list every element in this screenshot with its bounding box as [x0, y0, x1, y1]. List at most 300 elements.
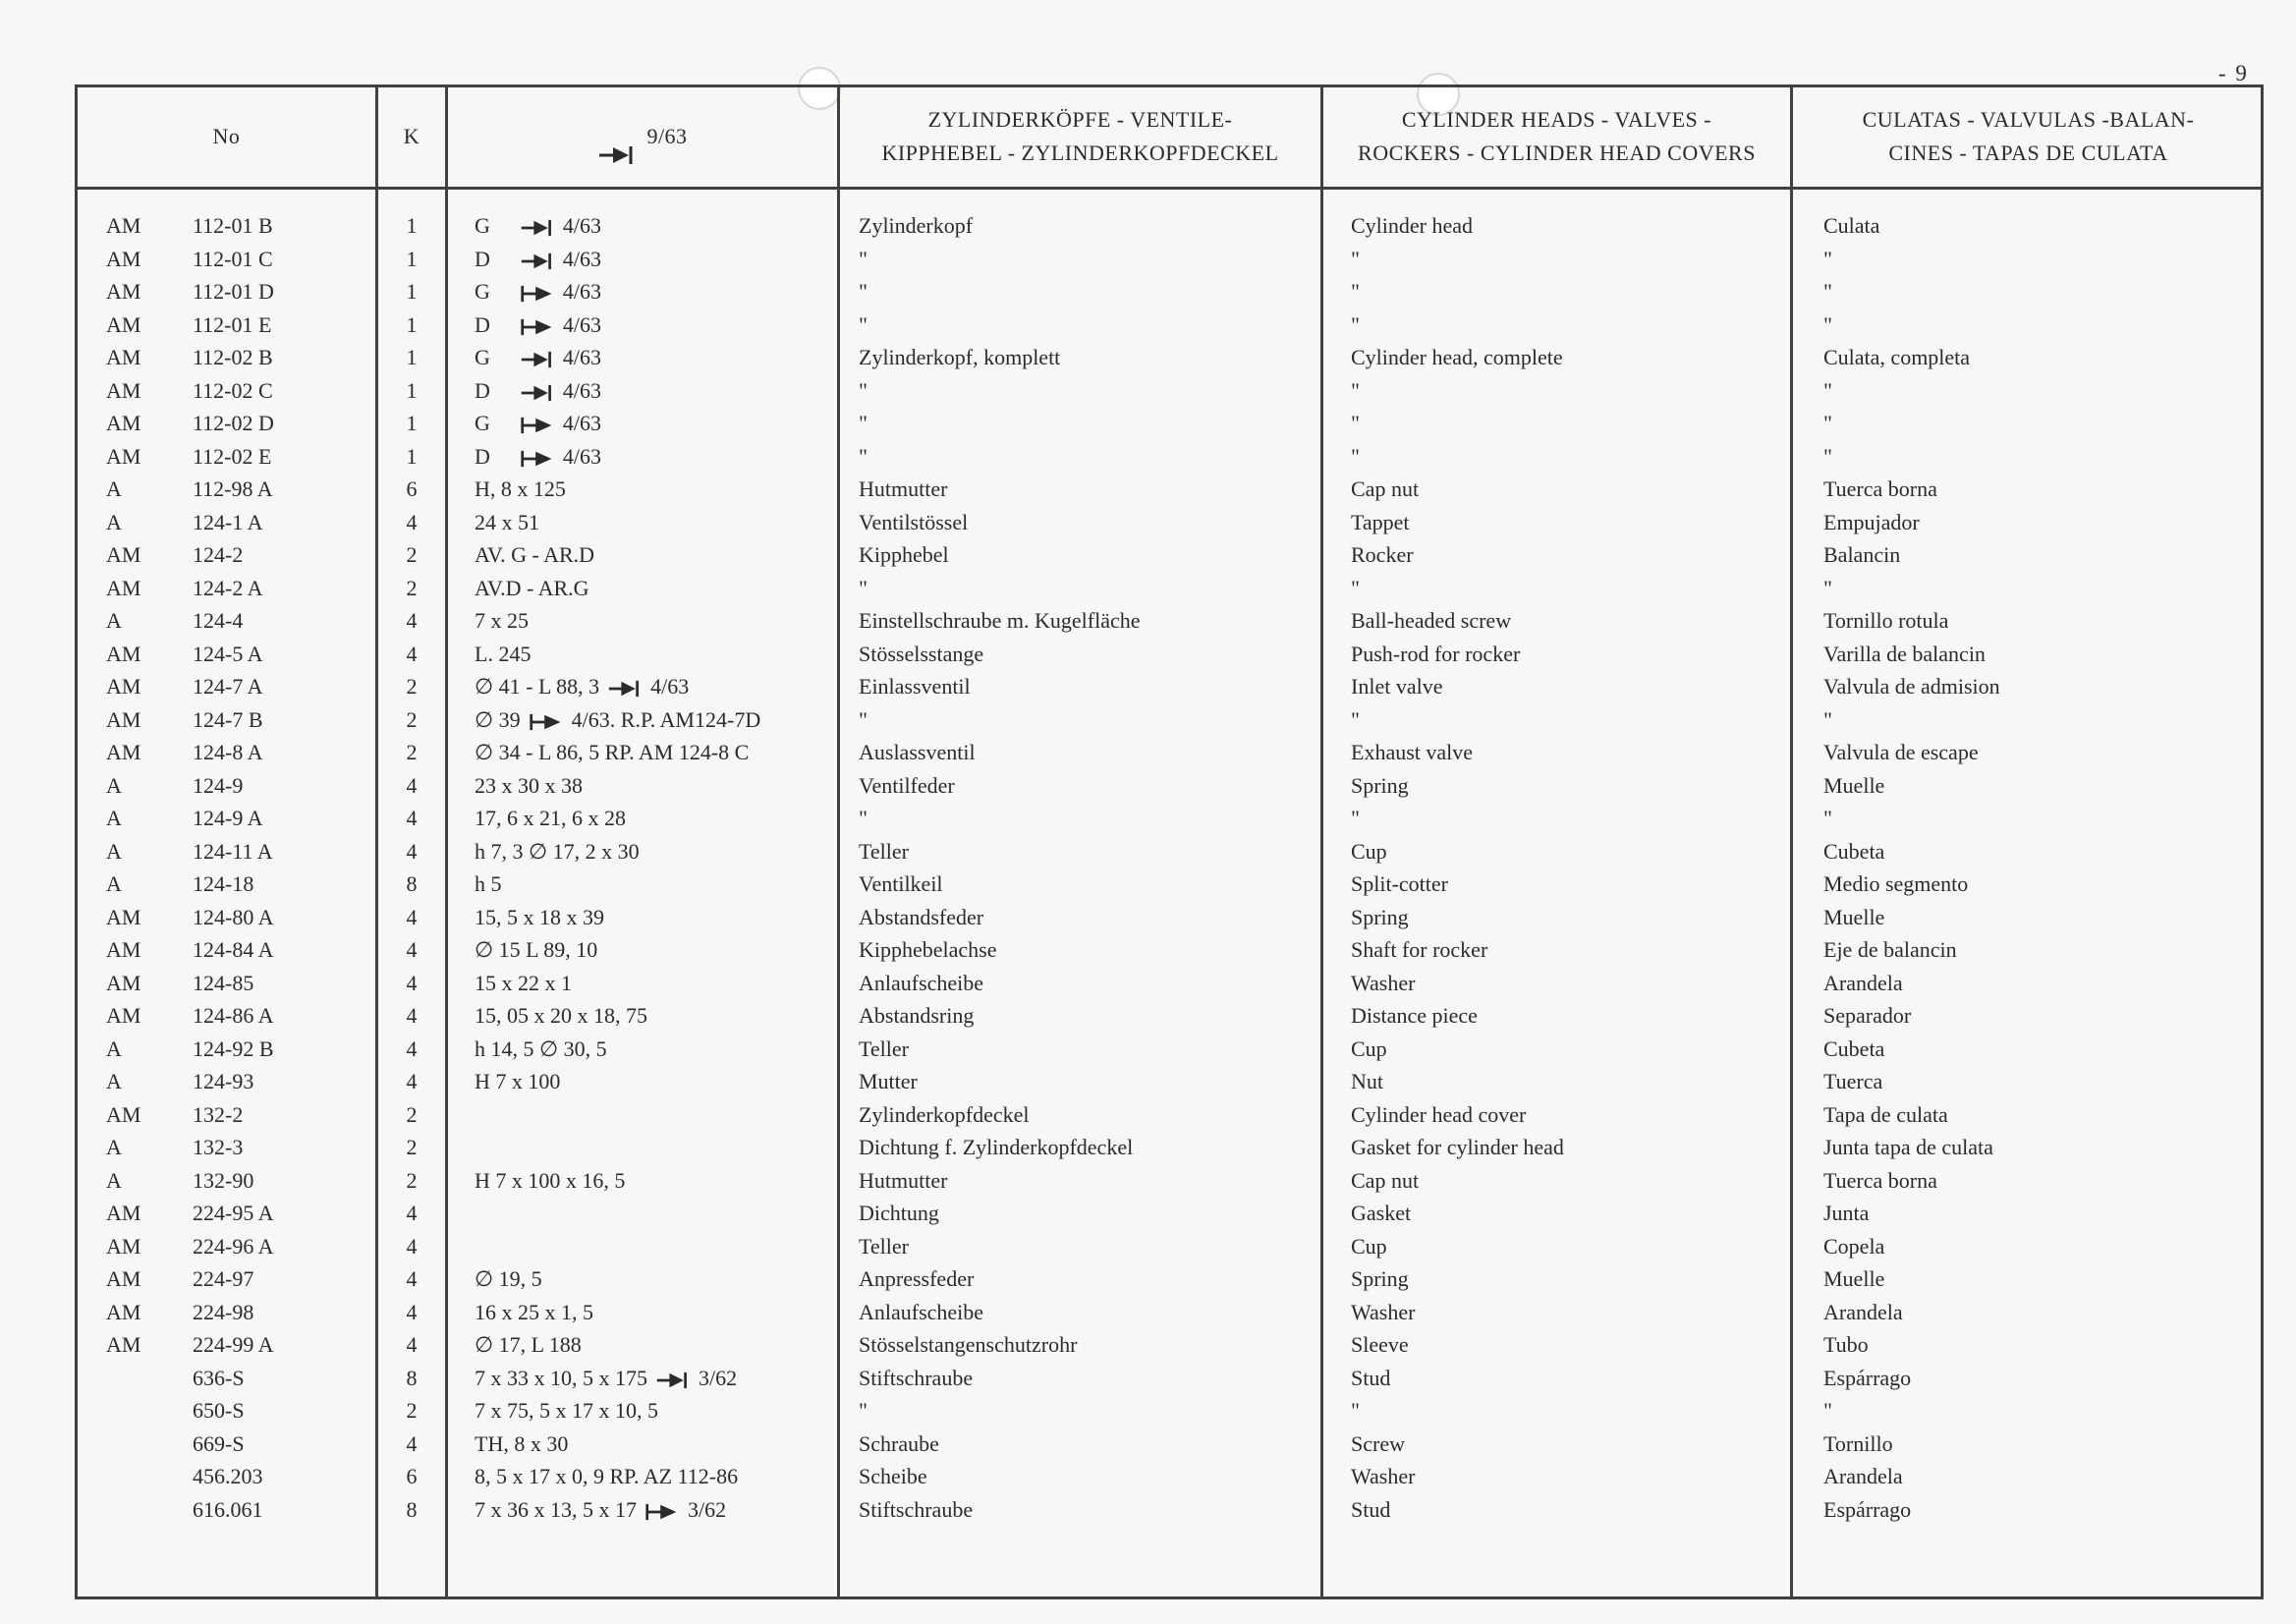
description-german: Ventilfeder — [859, 773, 955, 798]
description-spanish: Tapa de culata — [1823, 1102, 1948, 1127]
description-spanish: Valvula de escape — [1823, 740, 1979, 764]
arrow-from-icon — [520, 309, 555, 341]
description-spanish: Medio segmento — [1823, 871, 1969, 896]
quantity: 4 — [406, 971, 418, 995]
table-row — [0, 1494, 2296, 1526]
description-spanish: Espárrago — [1823, 1497, 1912, 1522]
description-spanish: Tuerca — [1823, 1069, 1883, 1093]
specification — [475, 309, 601, 341]
part-prefix: AM — [106, 905, 141, 929]
specification — [475, 704, 760, 736]
spec-text: D — [475, 312, 490, 337]
spec-text: 15, 05 x 20 x 18, 75 — [475, 1003, 647, 1028]
part-prefix: AM — [106, 740, 141, 764]
table-row — [0, 902, 2296, 933]
spec-text: D — [475, 444, 490, 469]
description-german: Hutmutter — [859, 476, 948, 501]
quantity: 1 — [406, 213, 418, 238]
description-german: Ventilkeil — [859, 871, 943, 896]
quantity: 1 — [406, 312, 418, 337]
spec-text: H 7 x 100 — [475, 1069, 561, 1093]
specification — [475, 902, 604, 933]
table-row — [0, 507, 2296, 538]
description-spanish: Separador — [1823, 1003, 1912, 1028]
description-spanish: " — [1823, 247, 1832, 271]
specification — [475, 1494, 726, 1526]
quantity: 4 — [406, 1069, 418, 1093]
description-english: Tappet — [1351, 510, 1410, 534]
specification — [475, 276, 601, 308]
description-english: Shaft for rocker — [1351, 937, 1488, 962]
spec-text: ∅ 41 - L 88, 3 — [475, 674, 600, 699]
header-spanish: CULATAS - VALVULAS -BALAN- CINES - TAPAS DE CULATA — [1862, 107, 2195, 165]
spec-date: 4/63 — [562, 213, 602, 238]
quantity: 4 — [406, 1332, 418, 1357]
description-spanish: Arandela — [1823, 1464, 1903, 1488]
arrow-from-icon — [520, 441, 555, 473]
description-german: Ventilstössel — [859, 510, 969, 534]
part-prefix: AM — [106, 971, 141, 995]
part-number: 112-02 E — [193, 444, 272, 469]
table-row — [0, 1461, 2296, 1492]
description-german: Scheibe — [859, 1464, 927, 1488]
quantity: 2 — [406, 740, 418, 764]
description-english: Cylinder head cover — [1351, 1102, 1527, 1127]
part-number: 124-8 A — [193, 740, 263, 764]
description-spanish: Culata — [1823, 213, 1880, 238]
spec-text: G — [475, 411, 490, 435]
part-prefix: AM — [106, 1003, 141, 1028]
description-spanish: " — [1823, 378, 1832, 403]
spec-date: 4/63 — [562, 279, 602, 304]
description-german: " — [859, 707, 868, 732]
spec-text: 15 x 22 x 1 — [475, 971, 572, 995]
part-number: 124-2 — [193, 542, 244, 567]
spec-text: ∅ 17, L 188 — [475, 1332, 582, 1357]
part-prefix: A — [106, 1135, 122, 1159]
table-row — [0, 210, 2296, 242]
part-number: 124-7 B — [193, 707, 263, 732]
table-row — [0, 309, 2296, 341]
description-english: " — [1351, 576, 1360, 600]
part-number: 224-96 A — [193, 1234, 274, 1259]
spec-date: 4/63 — [562, 378, 602, 403]
specification — [475, 1428, 568, 1460]
description-spanish: " — [1823, 411, 1832, 435]
arrow-from-icon — [520, 276, 555, 308]
quantity: 2 — [406, 707, 418, 732]
quantity: 2 — [406, 542, 418, 567]
specification — [475, 868, 502, 900]
description-german: " — [859, 444, 868, 469]
description-german: Auslassventil — [859, 740, 976, 764]
part-prefix: AM — [106, 937, 141, 962]
description-german: Einstellschraube m. Kugelfläche — [859, 608, 1141, 633]
part-number: 224-97 — [193, 1266, 254, 1291]
spec-text: AV. G - AR.D — [475, 542, 595, 567]
description-english: Cylinder head, complete — [1351, 345, 1563, 369]
description-english: Nut — [1351, 1069, 1383, 1093]
specification — [475, 375, 601, 407]
quantity: 4 — [406, 806, 418, 830]
part-prefix: AM — [106, 1102, 141, 1127]
arrow-to-icon — [520, 210, 555, 242]
description-german: Zylinderkopf — [859, 213, 974, 238]
quantity: 4 — [406, 937, 418, 962]
quantity: 2 — [406, 576, 418, 600]
description-english: Gasket for cylinder head — [1351, 1135, 1564, 1159]
quantity: 1 — [406, 247, 418, 271]
quantity: 4 — [406, 1266, 418, 1291]
header-english: CYLINDER HEADS - VALVES - ROCKERS - CYLINDER HEAD COVERS — [1358, 107, 1756, 165]
arrow-to-icon — [520, 342, 555, 373]
description-english: " — [1351, 247, 1360, 271]
quantity: 8 — [406, 871, 418, 896]
part-prefix: AM — [106, 411, 141, 435]
part-number: 224-98 — [193, 1300, 254, 1324]
spec-text: 17, 6 x 21, 6 x 28 — [475, 806, 626, 830]
description-german: Stiftschraube — [859, 1366, 974, 1390]
quantity: 4 — [406, 510, 418, 534]
description-english: Inlet valve — [1351, 674, 1443, 699]
header-no: No — [212, 124, 241, 148]
description-german: Mutter — [859, 1069, 918, 1093]
spec-text: 7 x 36 x 13, 5 x 17 — [475, 1497, 637, 1522]
description-german: Teller — [859, 1036, 909, 1061]
table-row — [0, 803, 2296, 834]
spec-text: TH, 8 x 30 — [475, 1431, 569, 1456]
description-english: Cup — [1351, 1036, 1387, 1061]
part-prefix: AM — [106, 1300, 141, 1324]
part-number: 124-5 A — [193, 642, 263, 666]
arrow-from-icon — [529, 704, 564, 736]
quantity: 2 — [406, 1102, 418, 1127]
specification — [475, 1066, 560, 1097]
spec-date: 3/62 — [699, 1366, 738, 1390]
description-english: Screw — [1351, 1431, 1405, 1456]
quantity: 2 — [406, 1398, 418, 1423]
spec-text: ∅ 19, 5 — [475, 1266, 542, 1291]
description-spanish: Tubo — [1823, 1332, 1869, 1357]
description-english: " — [1351, 1398, 1360, 1423]
specification — [475, 342, 601, 373]
table-row — [0, 474, 2296, 505]
part-number: 650-S — [193, 1398, 245, 1423]
description-english: Stud — [1351, 1366, 1391, 1390]
part-prefix: A — [106, 1168, 122, 1193]
spec-date: 4/63 — [650, 674, 690, 699]
description-german: Stiftschraube — [859, 1497, 974, 1522]
description-spanish: Tuerca borna — [1823, 1168, 1937, 1193]
part-number: 124-2 A — [193, 576, 263, 600]
description-spanish: Espárrago — [1823, 1366, 1912, 1390]
part-number: 124-9 A — [193, 806, 263, 830]
part-number: 224-95 A — [193, 1201, 274, 1225]
spec-text: H, 8 x 125 — [475, 476, 566, 501]
spec-text: L. 245 — [475, 642, 532, 666]
description-german: Stösselstangenschutzrohr — [859, 1332, 1078, 1357]
spec-date: 4/63 — [562, 247, 602, 271]
specification — [475, 1000, 647, 1032]
specification — [475, 968, 572, 999]
description-english: Gasket — [1351, 1201, 1412, 1225]
description-spanish: Junta — [1823, 1201, 1870, 1225]
spec-text: AV.D - AR.G — [475, 576, 589, 600]
spec-date: 4/63 — [562, 411, 602, 435]
quantity: 4 — [406, 1300, 418, 1324]
description-english: Sleeve — [1351, 1332, 1409, 1357]
spec-text: 7 x 33 x 10, 5 x 175 — [475, 1366, 647, 1390]
description-german: Kipphebelachse — [859, 937, 997, 962]
part-number: 616.061 — [193, 1497, 263, 1522]
description-spanish: Culata, completa — [1823, 345, 1971, 369]
description-english: Cup — [1351, 839, 1387, 864]
spec-text: 15, 5 x 18 x 39 — [475, 905, 604, 929]
part-number: 124-7 A — [193, 674, 263, 699]
quantity: 4 — [406, 1431, 418, 1456]
table-row — [0, 968, 2296, 999]
part-prefix: AM — [106, 674, 141, 699]
table-row — [0, 704, 2296, 736]
quantity: 1 — [406, 345, 418, 369]
arrow-to-icon — [520, 244, 555, 275]
spec-text: h 7, 3 ∅ 17, 2 x 30 — [475, 839, 640, 864]
description-german: " — [859, 312, 868, 337]
part-prefix: AM — [106, 1332, 141, 1357]
specification — [475, 408, 601, 439]
spec-date: 4/63 — [562, 312, 602, 337]
table-row — [0, 671, 2296, 702]
specification — [475, 573, 589, 604]
description-spanish: " — [1823, 806, 1832, 830]
description-english: Cap nut — [1351, 1168, 1420, 1193]
spec-text: h 5 — [475, 871, 502, 896]
description-english: Split-cotter — [1351, 871, 1448, 896]
description-german: Hutmutter — [859, 1168, 948, 1193]
table-row — [0, 605, 2296, 637]
arrow-from-icon — [520, 408, 555, 439]
description-english: Exhaust valve — [1351, 740, 1474, 764]
description-english: Washer — [1351, 1464, 1416, 1488]
specification — [475, 1165, 625, 1197]
page-number: - 9 — [2218, 61, 2249, 85]
description-english: Spring — [1351, 905, 1409, 929]
table-row — [0, 408, 2296, 439]
description-spanish: Valvula de admision — [1823, 674, 2000, 699]
table-row — [0, 1297, 2296, 1328]
quantity: 1 — [406, 279, 418, 304]
part-prefix: A — [106, 476, 122, 501]
description-english: Push-rod for rocker — [1351, 642, 1521, 666]
part-number: 124-93 — [193, 1069, 254, 1093]
quantity: 1 — [406, 444, 418, 469]
part-prefix: A — [106, 871, 122, 896]
description-german: " — [859, 806, 868, 830]
description-spanish: Balancin — [1823, 542, 1901, 567]
header-k: K — [403, 124, 420, 148]
spec-text: G — [475, 345, 490, 369]
table-row — [0, 573, 2296, 604]
table-row — [0, 770, 2296, 802]
description-german: Abstandsfeder — [859, 905, 984, 929]
part-number: 112-01 E — [193, 312, 272, 337]
part-prefix: AM — [106, 542, 141, 567]
part-prefix: AM — [106, 444, 141, 469]
part-number: 124-9 — [193, 773, 244, 798]
table-row — [0, 342, 2296, 373]
part-number: 124-18 — [193, 871, 254, 896]
header-german: ZYLINDERKÖPFE - VENTILE- KIPPHEBEL - ZYLINDERKOPFDECKEL — [881, 107, 1279, 165]
part-number: 112-02 C — [193, 378, 273, 403]
description-english: " — [1351, 279, 1360, 304]
quantity: 4 — [406, 773, 418, 798]
description-english: Distance piece — [1351, 1003, 1478, 1028]
arrow-from-icon — [644, 1494, 680, 1526]
quantity: 4 — [406, 1003, 418, 1028]
part-number: 132-2 — [193, 1102, 244, 1127]
part-prefix: AM — [106, 345, 141, 369]
description-spanish: Tornillo rotula — [1823, 608, 1949, 633]
description-german: Teller — [859, 839, 909, 864]
specification — [475, 210, 601, 242]
specification — [475, 441, 601, 473]
quantity: 4 — [406, 608, 418, 633]
specification — [475, 1395, 658, 1427]
part-prefix: AM — [106, 1234, 141, 1259]
description-spanish: Tuerca borna — [1823, 476, 1937, 501]
specification — [475, 934, 597, 966]
part-prefix: A — [106, 608, 122, 633]
table-row — [0, 934, 2296, 966]
quantity: 6 — [406, 1464, 418, 1488]
quantity: 4 — [406, 1036, 418, 1061]
part-prefix: AM — [106, 213, 141, 238]
description-german: Anlaufscheibe — [859, 971, 984, 995]
spec-text: ∅ 39 — [475, 707, 521, 732]
description-english: Washer — [1351, 1300, 1416, 1324]
spec-text: D — [475, 247, 490, 271]
spec-text: D — [475, 378, 490, 403]
table-row — [0, 1263, 2296, 1295]
part-prefix: AM — [106, 576, 141, 600]
table-row — [0, 1034, 2296, 1065]
part-prefix: AM — [106, 1266, 141, 1291]
table-row — [0, 375, 2296, 407]
description-spanish: " — [1823, 312, 1832, 337]
description-spanish: " — [1823, 576, 1832, 600]
description-german: Abstandsring — [859, 1003, 975, 1028]
part-number: 124-84 A — [193, 937, 274, 962]
description-english: " — [1351, 312, 1360, 337]
description-german: Anpressfeder — [859, 1266, 975, 1291]
description-spanish: Junta tapa de culata — [1823, 1135, 1993, 1159]
header-date: 9/63 — [448, 86, 837, 187]
spec-text: 16 x 25 x 1, 5 — [475, 1300, 593, 1324]
description-english: Rocker — [1351, 542, 1414, 567]
table-row — [0, 1395, 2296, 1427]
part-number: 124-86 A — [193, 1003, 274, 1028]
part-prefix: AM — [106, 279, 141, 304]
spec-text: ∅ 15 L 89, 10 — [475, 937, 598, 962]
spec-date: 3/62 — [688, 1497, 727, 1522]
specification — [475, 1461, 738, 1492]
spec-text: 7 x 75, 5 x 17 x 10, 5 — [475, 1398, 658, 1423]
table-row — [0, 441, 2296, 473]
specification — [475, 671, 689, 702]
description-spanish: " — [1823, 279, 1832, 304]
description-german: Schraube — [859, 1431, 939, 1456]
description-spanish: Tornillo — [1823, 1431, 1893, 1456]
description-spanish: Cubeta — [1823, 839, 1885, 864]
table-row — [0, 737, 2296, 768]
table-row — [0, 1198, 2296, 1229]
part-prefix: AM — [106, 1201, 141, 1225]
table-row — [0, 639, 2296, 670]
description-german: Teller — [859, 1234, 909, 1259]
table-row — [0, 1165, 2296, 1197]
part-number: 112-02 D — [193, 411, 274, 435]
part-number: 112-01 C — [193, 247, 273, 271]
description-english: " — [1351, 444, 1360, 469]
part-number: 124-4 — [193, 608, 244, 633]
part-number: 112-98 A — [193, 476, 273, 501]
part-prefix: A — [106, 773, 122, 798]
description-german: Kipphebel — [859, 542, 949, 567]
part-number: 112-01 D — [193, 279, 274, 304]
spec-text: G — [475, 213, 490, 238]
specification — [475, 474, 566, 505]
part-number: 124-1 A — [193, 510, 263, 534]
specification — [475, 836, 640, 868]
spec-text: H 7 x 100 x 16, 5 — [475, 1168, 626, 1193]
description-english: " — [1351, 411, 1360, 435]
description-german: Anlaufscheibe — [859, 1300, 984, 1324]
description-spanish: Copela — [1823, 1234, 1885, 1259]
description-spanish: Arandela — [1823, 971, 1903, 995]
description-german: " — [859, 378, 868, 403]
description-spanish: " — [1823, 707, 1832, 732]
specification — [475, 605, 529, 637]
part-prefix: A — [106, 1069, 122, 1093]
description-english: Cylinder head — [1351, 213, 1474, 238]
spec-date: 4/63 — [562, 444, 602, 469]
table-row — [0, 1132, 2296, 1163]
part-number: 124-80 A — [193, 905, 274, 929]
specification — [475, 1363, 737, 1394]
description-english: " — [1351, 707, 1360, 732]
table-row — [0, 1099, 2296, 1131]
description-spanish: Empujador — [1823, 510, 1920, 534]
spec-text: h 14, 5 ∅ 30, 5 — [475, 1036, 607, 1061]
spec-text: ∅ 34 - L 86, 5 RP. AM 124-8 C — [475, 740, 750, 764]
quantity: 8 — [406, 1366, 418, 1390]
description-german: Dichtung — [859, 1201, 939, 1225]
spec-text: G — [475, 279, 490, 304]
quantity: 4 — [406, 905, 418, 929]
part-prefix: A — [106, 1036, 122, 1061]
quantity: 4 — [406, 642, 418, 666]
part-number: 124-11 A — [193, 839, 273, 864]
quantity: 2 — [406, 1135, 418, 1159]
description-english: Stud — [1351, 1497, 1391, 1522]
specification — [475, 539, 594, 571]
quantity: 6 — [406, 476, 418, 501]
part-prefix: A — [106, 806, 122, 830]
description-spanish: Cubeta — [1823, 1036, 1885, 1061]
part-number: 124-85 — [193, 971, 254, 995]
spec-text: 23 x 30 x 38 — [475, 773, 583, 798]
quantity: 4 — [406, 1234, 418, 1259]
